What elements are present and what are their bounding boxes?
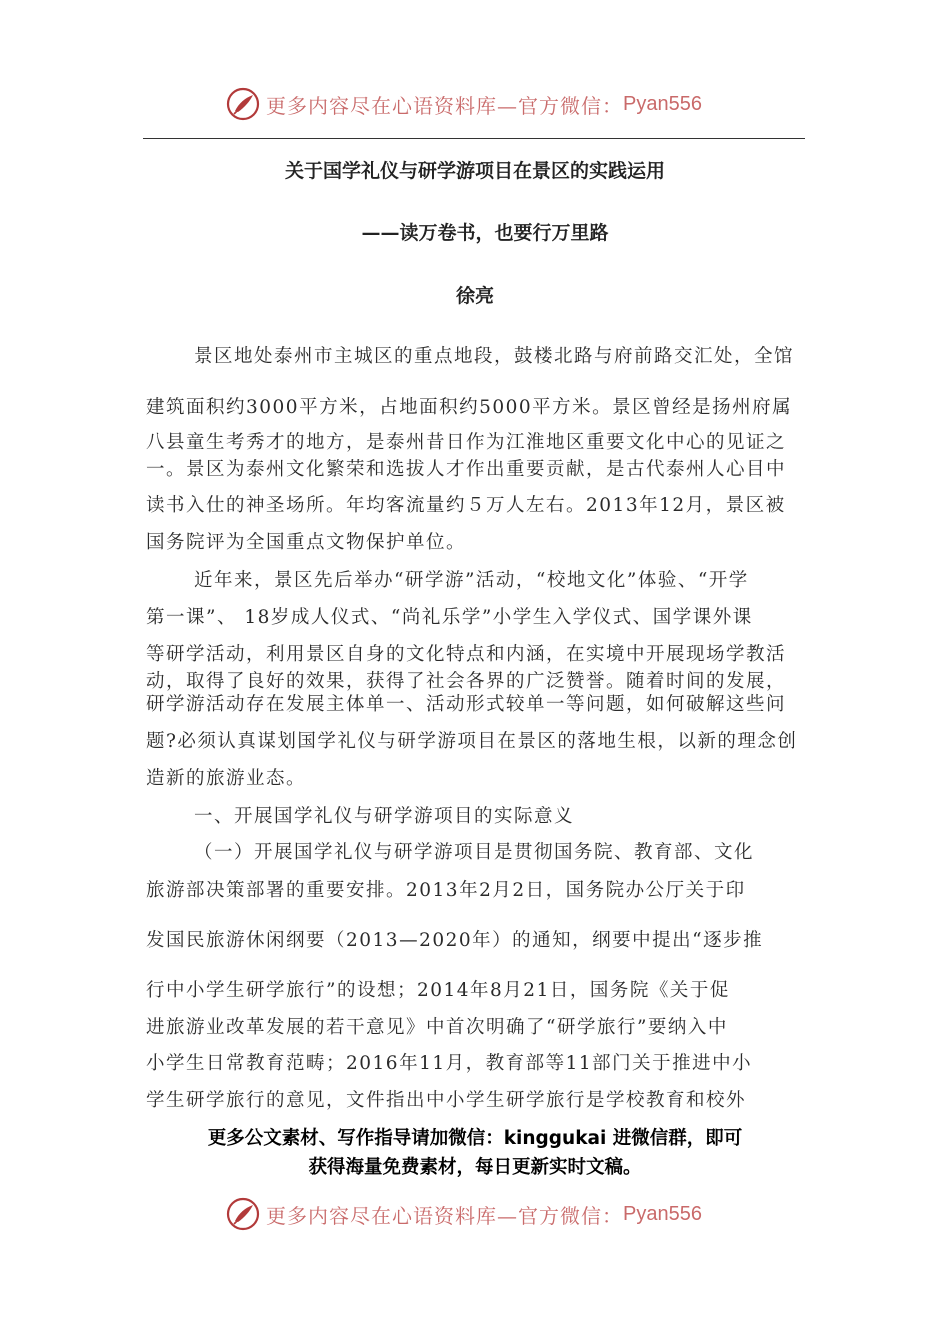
document-subtitle: ——读万卷书，也要行万里路 bbox=[361, 222, 609, 244]
footer-banner bbox=[226, 1194, 702, 1234]
body-line: 八县童生考秀才的地方，是泰州昔日作为江淮地区重要文化中心的见证之 bbox=[146, 432, 787, 453]
body-line: 近年来，景区先后举办“研学游”活动，“校地文化”体验、“开学 bbox=[194, 570, 749, 591]
quill-logo-icon bbox=[226, 1197, 260, 1231]
body-line: 建筑面积约3000平方米，占地面积约5000平方米。景区曾经是扬州府属 bbox=[146, 397, 793, 418]
header-rule bbox=[143, 138, 805, 139]
body-line: 旅游部决策部署的重要安排。2013年2月2日，国务院办公厅关于印 bbox=[146, 880, 746, 901]
promo-note-line-1: 更多公文素材、写作指导请加微信：kinggukai 进微信群，即可 bbox=[207, 1128, 743, 1149]
banner-wechat-id: Pyan556 bbox=[623, 1202, 702, 1225]
quill-logo-icon bbox=[226, 87, 260, 121]
header-banner bbox=[226, 84, 702, 124]
body-line: 学生研学旅行的意见，文件指出中小学生研学旅行是学校教育和校外 bbox=[146, 1090, 747, 1111]
banner-text: 更多内容尽在心语资料库—官方微信： bbox=[266, 93, 623, 118]
body-line: 景区地处泰州市主城区的重点地段，鼓楼北路与府前路交汇处，全馆 bbox=[194, 346, 795, 367]
banner-wechat-id: Pyan556 bbox=[623, 92, 702, 115]
body-line: 小学生日常教育范畴；2016年11月，教育部等11部门关于推进中小 bbox=[146, 1053, 753, 1074]
body-line: 发国民旅游休闲纲要（2013—2020年）的通知，纲要中提出“逐步推 bbox=[146, 930, 764, 951]
document-title: 关于国学礼仪与研学游项目在景区的实践运用 bbox=[284, 160, 665, 182]
section-heading: 一、开展国学礼仪与研学游项目的实际意义 bbox=[194, 806, 575, 827]
promo-note-line-2: 获得海量免费素材，每日更新实时文稿。 bbox=[308, 1157, 642, 1178]
body-line: 研学游活动存在发展主体单一、活动形式较单一等问题，如何破解这些问 bbox=[146, 694, 787, 715]
body-line: 第一课”、 18岁成人仪式、“尚礼乐学”小学生入学仪式、国学课外课 bbox=[146, 607, 753, 628]
body-line: 造新的旅游业态。 bbox=[146, 768, 307, 789]
body-line: 等研学活动，利用景区自身的文化特点和内涵，在实境中开展现场学教活 bbox=[146, 644, 787, 665]
body-line: 动，取得了良好的效果，获得了社会各界的广泛赞誉。随着时间的发展， bbox=[146, 671, 787, 692]
body-line: 国务院评为全国重点文物保护单位。 bbox=[146, 532, 467, 553]
body-line: 一。景区为泰州文化繁荣和选拔人才作出重要贡献，是古代泰州人心目中 bbox=[146, 459, 787, 480]
body-line: 题?必须认真谋划国学礼仪与研学游项目在景区的落地生根，以新的理念创 bbox=[146, 731, 798, 752]
banner-text: 更多内容尽在心语资料库—官方微信： bbox=[266, 1203, 623, 1228]
body-line: 行中小学生研学旅行”的设想；2014年8月21日，国务院《关于促 bbox=[146, 980, 730, 1001]
document-author: 徐亮 bbox=[455, 285, 494, 307]
body-line: 进旅游业改革发展的若干意见》中首次明确了“研学旅行”要纳入中 bbox=[146, 1017, 728, 1038]
body-line: （一）开展国学礼仪与研学游项目是贯彻国务院、教育部、文化 bbox=[194, 842, 755, 863]
body-line: 读书入仕的神圣场所。年均客流量约５万人左右。2013年12月，景区被 bbox=[146, 495, 786, 516]
